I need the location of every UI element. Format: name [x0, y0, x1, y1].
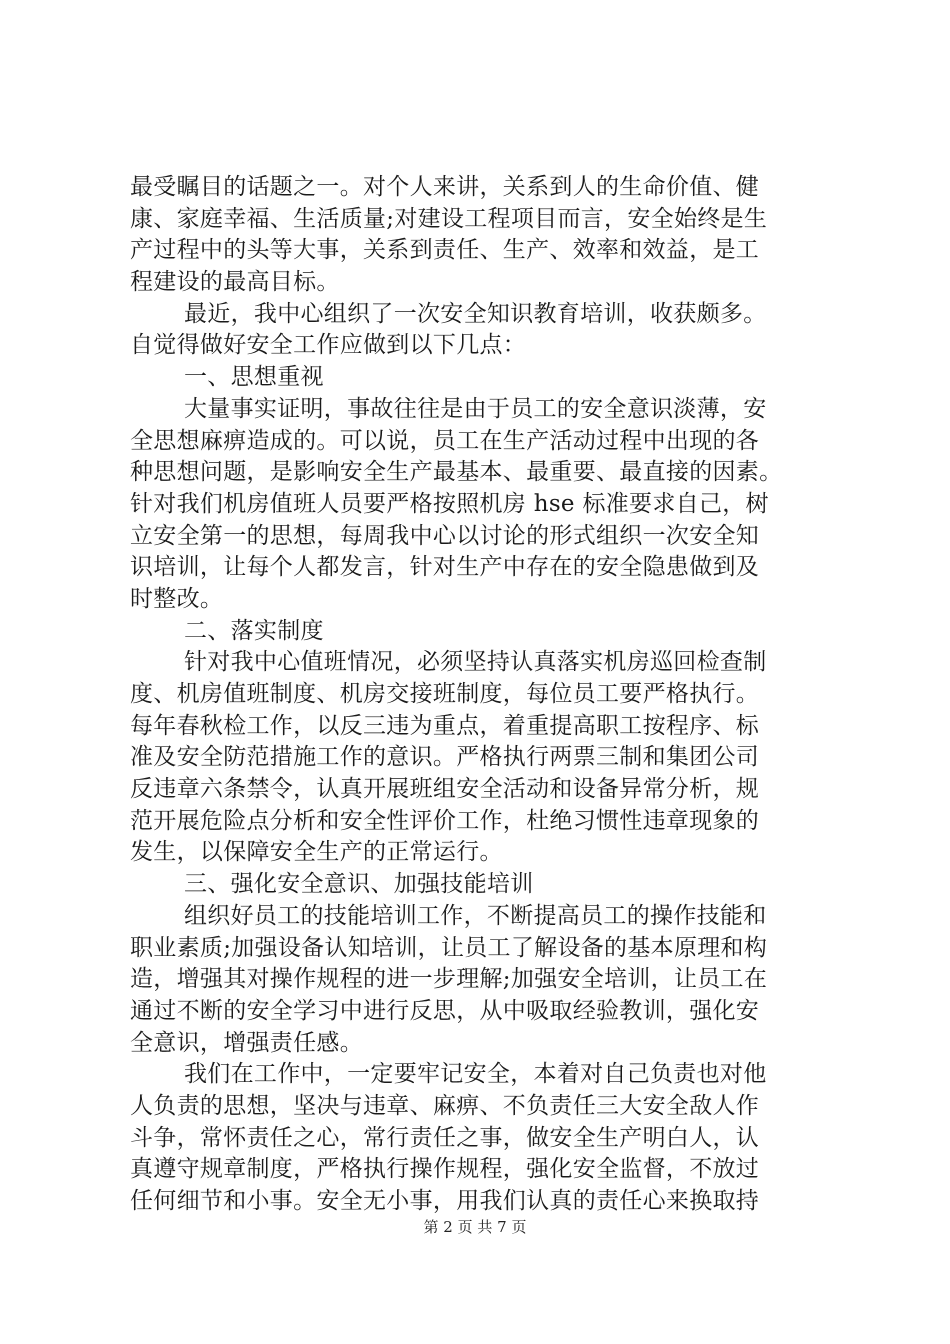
text-line: 产过程中的头等大事，关系到责任、生产、效率和效益，是工: [130, 237, 760, 264]
text-line: 最近，我中心组织了一次安全知识教育培训，收获颇多。: [184, 300, 767, 327]
text-line: 程建设的最高目标。: [130, 269, 340, 296]
text-line: 通过不断的安全学习中进行反思，从中吸取经验教训，强化安: [130, 997, 760, 1024]
text-line: 二、落实制度: [184, 617, 324, 644]
text-line: 真遵守规章制度，严格执行操作规程，强化安全监督，不放过: [130, 1156, 760, 1183]
text-line: 针对我中心值班情况，必须坚持认真落实机房巡回检查制: [184, 649, 767, 676]
text-line: 时整改。: [130, 585, 224, 612]
text-line: 职业素质;加强设备认知培训，让员工了解设备的基本原理和构: [130, 934, 768, 961]
text-line: 准及安全防范措施工作的意识。严格执行两票三制和集团公司: [130, 744, 760, 771]
text-line: 全思想麻痹造成的。可以说，员工在生产活动过程中出现的各: [130, 427, 760, 454]
text-line: 识培训，让每个人都发言，针对生产中存在的安全隐患做到及: [130, 554, 760, 581]
text-line: 反违章六条禁令，认真开展班组安全活动和设备异常分析，规: [130, 776, 760, 803]
text-line: 大量事实证明，事故往往是由于员工的安全意识淡薄，安: [184, 395, 767, 422]
text-line: 每年春秋检工作，以反三违为重点，着重提高职工按程序、标: [130, 712, 760, 739]
text-line: 发生，以保障安全生产的正常运行。: [130, 839, 503, 866]
text-line: 度、机房值班制度、机房交接班制度，每位员工要严格执行。: [130, 681, 760, 707]
text-line: 我们在工作中，一定要牢记安全，本着对自己负责也对他: [184, 1061, 767, 1088]
text-line: 自觉得做好安全工作应做到以下几点：: [130, 332, 527, 359]
text-line: 种思想问题，是影响安全生产最基本、最重要、最直接的因素。: [130, 459, 783, 486]
text-line: 全意识，增强责任感。: [130, 1029, 363, 1056]
text-line: 最受瞩目的话题之一。对个人来讲，关系到人的生命价值、健: [130, 174, 760, 200]
text-line: 任何细节和小事。安全无小事，用我们认真的责任心来换取持: [130, 1188, 760, 1214]
text-line: 立安全第一的思想，每周我中心以讨论的形式组织一次安全知: [130, 522, 760, 549]
text-line: 人负责的思想，坚决与违章、麻痹、不负责任三大安全敌人作: [130, 1092, 760, 1119]
document-body: [130, 172, 830, 1218]
text-line: 造，增强其对操作规程的进一步理解;加强安全培训，让员工在: [130, 966, 768, 993]
text-line: 康、家庭幸福、生活质量;对建设工程项目而言，安全始终是生: [130, 205, 768, 232]
page-number-footer: 第 2 页 共 7 页: [423, 1218, 527, 1236]
text-line: 针对我们机房值班人员要严格按照机房 hse 标准要求自己，树: [130, 490, 769, 517]
text-line: 组织好员工的技能培训工作，不断提高员工的操作技能和: [184, 902, 767, 929]
text-line: 斗争，常怀责任之心，常行责任之事，做安全生产明白人，认: [130, 1124, 760, 1151]
text-line: 范开展危险点分析和安全性评价工作，杜绝习惯性违章现象的: [130, 807, 760, 834]
text-line: 一、思想重视: [184, 364, 324, 391]
text-line: 三、强化安全意识、加强技能培训: [184, 871, 534, 898]
